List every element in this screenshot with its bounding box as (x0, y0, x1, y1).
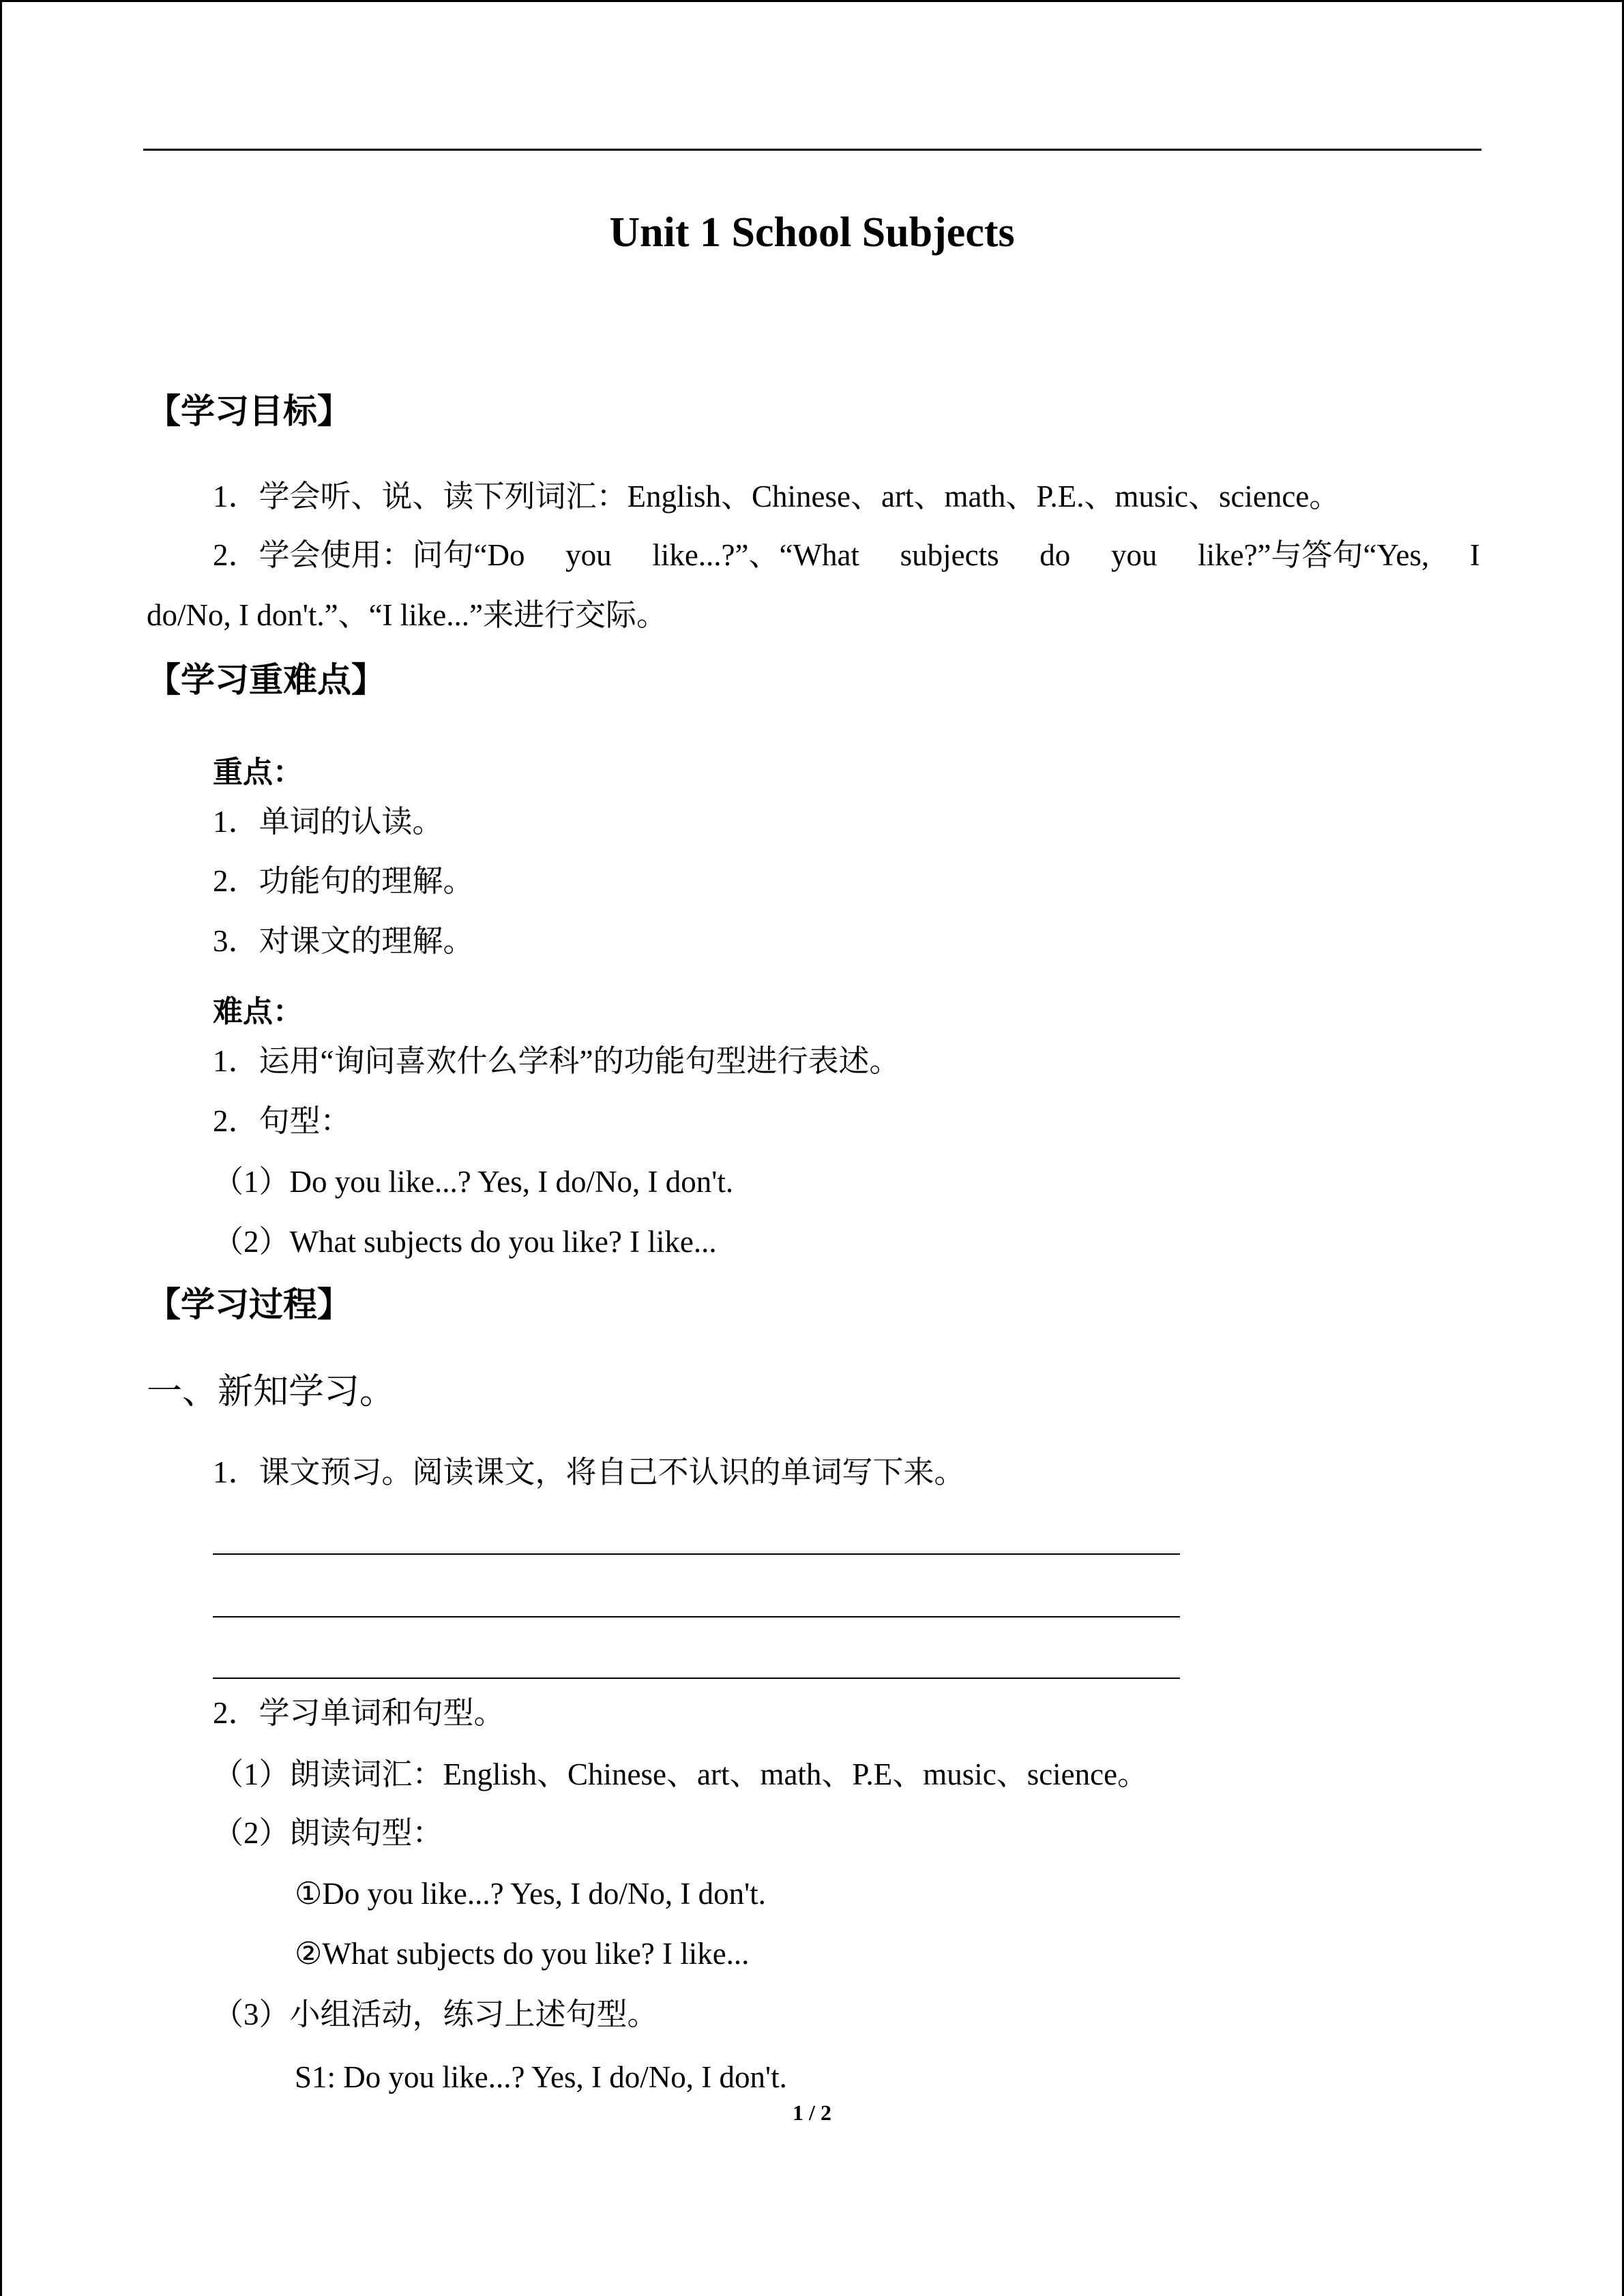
focus-item: 1．单词的认读。 (213, 805, 443, 839)
difficulty-item: 1．运用“询问喜欢什么学科”的功能句型进行表述。 (213, 1044, 900, 1078)
document-title: Unit 1 School Subjects (609, 209, 1015, 256)
focus-item: 2．功能句的理解。 (213, 864, 474, 898)
focus-item: 3．对课文的理解。 (213, 924, 474, 958)
answer-blank-line[interactable] (213, 1616, 1180, 1617)
objective-item-2-word: do (1039, 538, 1071, 572)
objective-item-2-word: like...?”、“What (652, 538, 859, 572)
difficulty-item: 2．句型： (213, 1104, 351, 1138)
page-number: 1 / 2 (793, 2100, 831, 2125)
objective-item-2-word: subjects (900, 538, 999, 572)
focus-label: 重点： (213, 755, 303, 790)
step-2-item: （1）朗读词汇：English、Chinese、art、math、P.E、music、science。 (213, 1757, 1149, 1791)
step-2-item: （2）朗读句型： (213, 1816, 443, 1850)
process-heading: 【学习过程】 (147, 1285, 351, 1324)
objective-item-2-word: you (565, 538, 612, 572)
practice-sentence: ①Do you like...? Yes, I do/No, I don't. (295, 1877, 766, 1911)
objective-item-2-word: 2．学会使用：问句“Do (213, 538, 525, 572)
objective-item-2-line-2: do/No, I don't.”、“I like...”来进行交际。 (147, 598, 667, 632)
answer-blank-line[interactable] (213, 1553, 1180, 1555)
dialogue-line: S1: Do you like...? Yes, I do/No, I don't. (295, 2060, 787, 2094)
key-points-heading: 【学习重难点】 (147, 660, 385, 700)
objectives-heading: 【学习目标】 (147, 391, 351, 431)
step-1: 1．课文预习。阅读课文，将自己不认识的单词写下来。 (213, 1455, 965, 1489)
sentence-pattern: （1）Do you like...? Yes, I do/No, I don't. (213, 1165, 734, 1199)
objective-item-2-line-1 (147, 540, 1480, 571)
group-activity: （3）小组活动，练习上述句型。 (213, 1997, 658, 2031)
objective-item-2-word: you (1110, 538, 1157, 572)
sentence-pattern: （2）What subjects do you like? I like... (213, 1225, 717, 1259)
header-rule (143, 149, 1481, 151)
part-one-heading: 一、新知学习。 (147, 1373, 396, 1412)
objective-item-2-word: like?”与答句“Yes, (1198, 538, 1430, 572)
answer-blank-line[interactable] (213, 1678, 1180, 1679)
objective-item-1: 1．学会听、说、读下列词汇：English、Chinese、art、math、P.E.、music、science。 (213, 479, 1340, 513)
practice-sentence: ②What subjects do you like? I like... (295, 1937, 750, 1971)
step-2: 2．学习单词和句型。 (213, 1696, 505, 1730)
objective-item-2-word: I (1469, 538, 1480, 572)
difficulty-label: 难点： (213, 994, 303, 1029)
